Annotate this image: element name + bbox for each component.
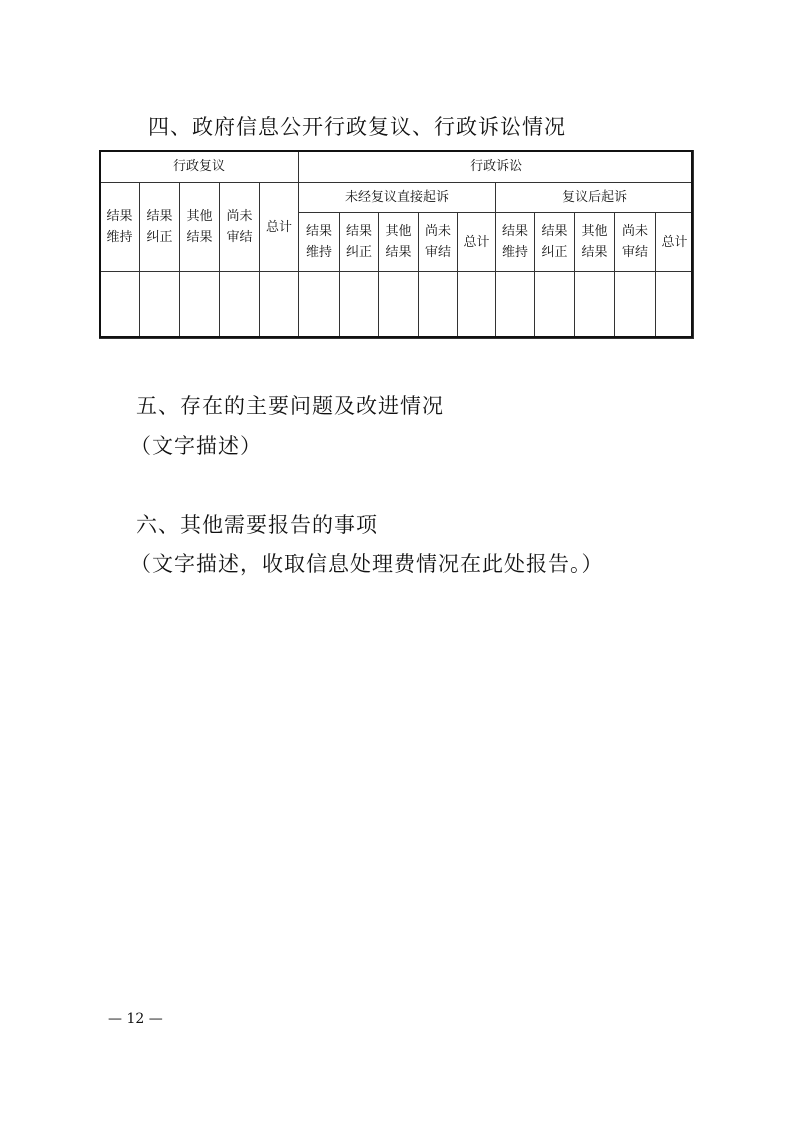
data-cell[interactable] (615, 272, 656, 339)
cell-label: 其他结果 (581, 224, 608, 260)
col-after-corrected (535, 213, 575, 272)
data-cell[interactable] (458, 272, 496, 339)
cell-label: 尚未审结 (622, 224, 649, 260)
header-direct-litigation: 未经复议直接起诉 (299, 183, 496, 213)
col-review-total (260, 183, 299, 272)
col-after-upheld (496, 213, 535, 272)
col-review-other (180, 183, 220, 272)
data-cell[interactable] (100, 272, 140, 339)
header-litigation-after-review: 复议后起诉 (496, 183, 694, 213)
data-cell[interactable] (140, 272, 180, 339)
data-cell[interactable] (419, 272, 458, 339)
data-cell[interactable] (180, 272, 220, 339)
data-cell[interactable] (656, 272, 694, 339)
cell-label: 结果纠正 (346, 224, 373, 260)
page-number: — 12 — (108, 1011, 163, 1027)
cell-label: 结果维持 (106, 209, 133, 245)
data-cell[interactable] (260, 272, 299, 339)
col-after-other (575, 213, 615, 272)
data-cell[interactable] (299, 272, 340, 339)
section-5-note: （文字描述） (130, 434, 262, 458)
review-litigation-table (99, 150, 694, 339)
section-6-note: （文字描述，收取信息处理费情况在此处报告。） (130, 552, 604, 576)
data-cell[interactable] (379, 272, 419, 339)
data-cell[interactable] (340, 272, 379, 339)
header-administrative-litigation: 行政诉讼 (299, 151, 694, 183)
cell-label: 结果纠正 (541, 224, 568, 260)
col-review-pending (220, 183, 260, 272)
cell-label: 总计 (661, 234, 688, 250)
section-6-title: 六、其他需要报告的事项 (136, 513, 378, 537)
data-cell[interactable] (535, 272, 575, 339)
cell-label: 尚未审结 (425, 224, 452, 260)
col-direct-upheld (299, 213, 340, 272)
cell-label: 结果维持 (306, 224, 333, 260)
cell-label: 结果纠正 (146, 209, 173, 245)
data-row (100, 272, 694, 339)
cell-label: 其他结果 (186, 209, 213, 245)
section-4-title: 四、政府信息公开行政复议、行政诉讼情况 (148, 115, 566, 139)
cell-label: 总计 (463, 234, 490, 250)
col-direct-corrected (340, 213, 379, 272)
col-after-pending (615, 213, 656, 272)
cell-label: 尚未审结 (226, 209, 253, 245)
data-cell[interactable] (220, 272, 260, 339)
col-review-upheld (100, 183, 140, 272)
data-cell[interactable] (575, 272, 615, 339)
cell-label: 总计 (266, 219, 293, 235)
data-cell[interactable] (496, 272, 535, 339)
col-direct-pending (419, 213, 458, 272)
section-5-title: 五、存在的主要问题及改进情况 (136, 394, 444, 418)
header-administrative-review: 行政复议 (100, 151, 299, 183)
cell-label: 结果维持 (502, 224, 529, 260)
col-review-corrected (140, 183, 180, 272)
cell-label: 其他结果 (385, 224, 412, 260)
col-after-total (656, 213, 694, 272)
col-direct-other (379, 213, 419, 272)
col-direct-total (458, 213, 496, 272)
statistics-table-container (99, 150, 693, 338)
